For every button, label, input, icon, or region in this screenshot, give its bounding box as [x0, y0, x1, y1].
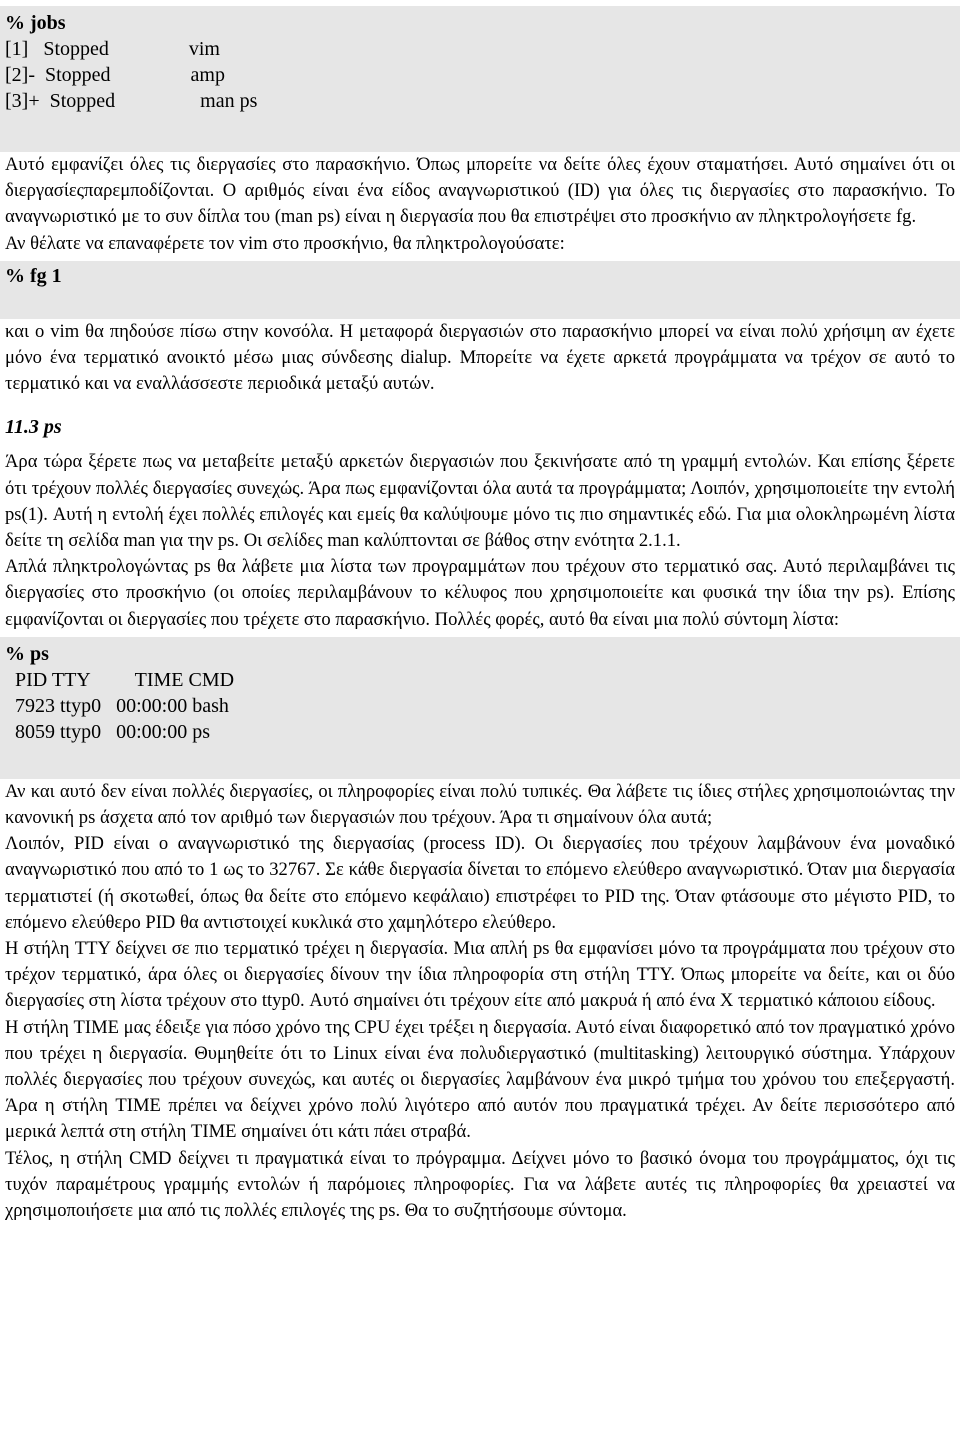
closing-paragraph: Τέλος, η στήλη CMD δείχνει τι πραγματικά είναι το πρόγραμμα. Δείχνει μόνο το βασικό όνομα του προγράμματος, όχι τις τυχόν παραμέτρους γραμμής εντολών ή παρόμοιες πληροφορίες. Για να λάβετε αυτές τις πληροφορίες θα χρειαστεί να χρησιμοποιήσετε μια από τις πολλές επιλογές της ps. Θα το συζητήσουμε σύντομα. [5, 1147, 955, 1222]
ps-header-line: PID TTY TIME CMD [5, 668, 235, 691]
ps-row-line: 8059 ttyp0 00:00:00 ps [5, 720, 211, 743]
fg-command-line: % fg 1 [5, 264, 62, 287]
intro-paragraph: Αυτό εμφανίζει όλες τις διεργασίες στο παρασκήνιο. Όπως μπορείτε να δείτε όλες έχουν σταματήσει. Αυτό σημαίνει ότι οι διεργασίεςπαρεμποδίζονται. Ο αριθμός είναι ένα είδος αναγνωριστικού (ID) για όλες τις διεργασίες στο παρασκήνιο. Το αναγνωριστικό με το συν δίπλα του (man ps) είναι η διεργασία που θα επιστρέψει στο προσκήνιο αν πληκτρολογήσετε fg. [5, 154, 955, 228]
jobs-output-block [0, 6, 960, 152]
closing-paragraph: Αν και αυτό δεν είναι πολλές διεργασίες, οι πληροφορίες είναι πολύ τυπικές. Θα λάβετε τις ίδιες στήλες χρησιμοποιώντας την κανονική ps άσχετα από τον αριθμό των διεργασιών που τρέχουν. Άρα τι σημαίνουν όλα αυτά; [5, 780, 955, 829]
closing-paragraph: Η στήλη TTY δείχνει σε πιο τερματικό τρέχει η διεργασία. Μια απλή ps θα εμφανίσει μόνο τα προγράμματα που τρέχουν στο τρέχον τερματικό, άρα όλες οι διεργασίες δίνουν την ίδια πληροφορία στη στήλη TTY. Όπως μπορείτε να δείτε, και οι δύο διεργασίες στη λίστα τρέχουν στο ttyp0. Αυτό σημαίνει ότι τρέχουν είτε από μακρυά ή από ένα X τερματικό κάποιου είδους. [5, 938, 955, 1012]
jobs-output-line: [1] Stopped vim [5, 38, 220, 60]
intro-paragraph: Αν θέλατε να επαναφέρετε τον vim στο προσκήνιο, θα πληκτρολογούσατε: [5, 232, 565, 254]
after-fg-paragraph: και ο vim θα πηδούσε πίσω στην κονσόλα. Η μεταφορά διεργασιών στο παρασκήνιο μπορεί να είναι πολύ χρήσιμη αν έχετε μόνο ένα τερματικό ανοικτό μέσω μιας σύνδεσης dialup. Μπορείτε να έχετε αρκετά προγράμματα να τρέχον σε αυτό το τερματικό και να εναλλάσσεστε περιοδικά μεταξύ αυτών. [5, 320, 955, 395]
jobs-output-line: [3]+ Stopped man ps [5, 90, 258, 112]
ps-output-block [0, 637, 960, 779]
ps-row-line: 7923 ttyp0 00:00:00 bash [5, 694, 229, 717]
closing-paragraph: Λοιπόν, PID είναι ο αναγνωριστικό της διεργασίας (process ID). Οι διεργασίες που τρέχουν λαμβάνουν ένα μοναδικό αναγνωριστικό που από το 1 ως το 32767. Σε κάθε διεργασία δίνεται το επόμενο ελεύθερο αναγνωριστικό. Όταν μια διεργασία τερματιστεί (ή σκοτωθεί, όπως θα δείτε στο επόμενο κεφάλαιο) επιστρέφει το PID της. Όταν φτάσουμε στο μέγιστο PID, το επόμενο ελεύθερο PID θα αντιστοιχεί κυκλικά στο χαμηλότερο ελεύθερο. [5, 833, 955, 933]
ps-intro-paragraph: Άρα τώρα ξέρετε πως να μεταβείτε μεταξύ αρκετών διεργασιών που ξεκινήσατε από τη γραμμή εντολών. Και επίσης ξέρετε ότι τρέχουν πολλές διεργασίες συνεχώς. Άρα πως εμφανίζονται όλα αυτά τα προγράμματα; Λοιπόν, χρησιμοποιείτε την εντολή ps(1). Αυτή η εντολή έχει πολλές επιλογές και εμείς θα καλύψουμε μόνο τις πιο σημαντικές εδώ. Για μια ολοκληρωμένη λίστα δείτε τη σελίδα man για την ps. Οι σελίδες man καλύπτονται σε βάθος στην ενότητα 2.1.1. [5, 451, 955, 552]
jobs-output-line: [2]- Stopped amp [5, 64, 225, 86]
section-heading: 11.3 ps [5, 416, 62, 439]
closing-paragraph: Η στήλη TIME μας έδειξε για πόσο χρόνο της CPU έχει τρέξει η διεργασία. Αυτό είναι διαφορετικό από τον πραγματικό χρόνο που τρέχει η διεργασία. Θυμηθείτε ότι το Linux είναι ένα πολυδιεργαστικό (multitasking) λειτουργικό σύστημα. Υπάρχουν πολλές διεργασίες που τρέχουν συνεχώς, και αυτές οι διεργασίες λαμβάνουν ένα μικρό τμήμα του χρόνου του επεξεργαστή. Άρα η στήλη TIME πρέπει να δείχνει χρόνο πολύ λιγότερο από αυτόν που πραγματικά τρέχει. Αν δείτε περισσότερο από μερικά λεπτά στη στήλη TIME σημαίνει ότι κάτι πάει στραβά. [5, 1016, 955, 1143]
jobs-command-line: % jobs [5, 12, 66, 34]
ps-command-line: % ps [5, 642, 49, 665]
fg-command-block [0, 261, 960, 319]
ps-intro-paragraph: Απλά πληκτρολογώντας ps θα λάβετε μια λίστα των προγραμμάτων που τρέχουν στο τερματικό σας. Αυτό περιλαμβάνει τις διεργασίες στο προσκήνιο (οι οποίες περιλαμβάνουν το κέλυφος που χρησιμοποιείτε και φυσικά την ίδια την ps). Επίσης εμφανίζονται οι διεργασίες που τρέχετε στο παρασκήνιο. Πολλές φορές, αυτό θα είναι μια πολύ σύντομη λίστα: [5, 556, 955, 630]
